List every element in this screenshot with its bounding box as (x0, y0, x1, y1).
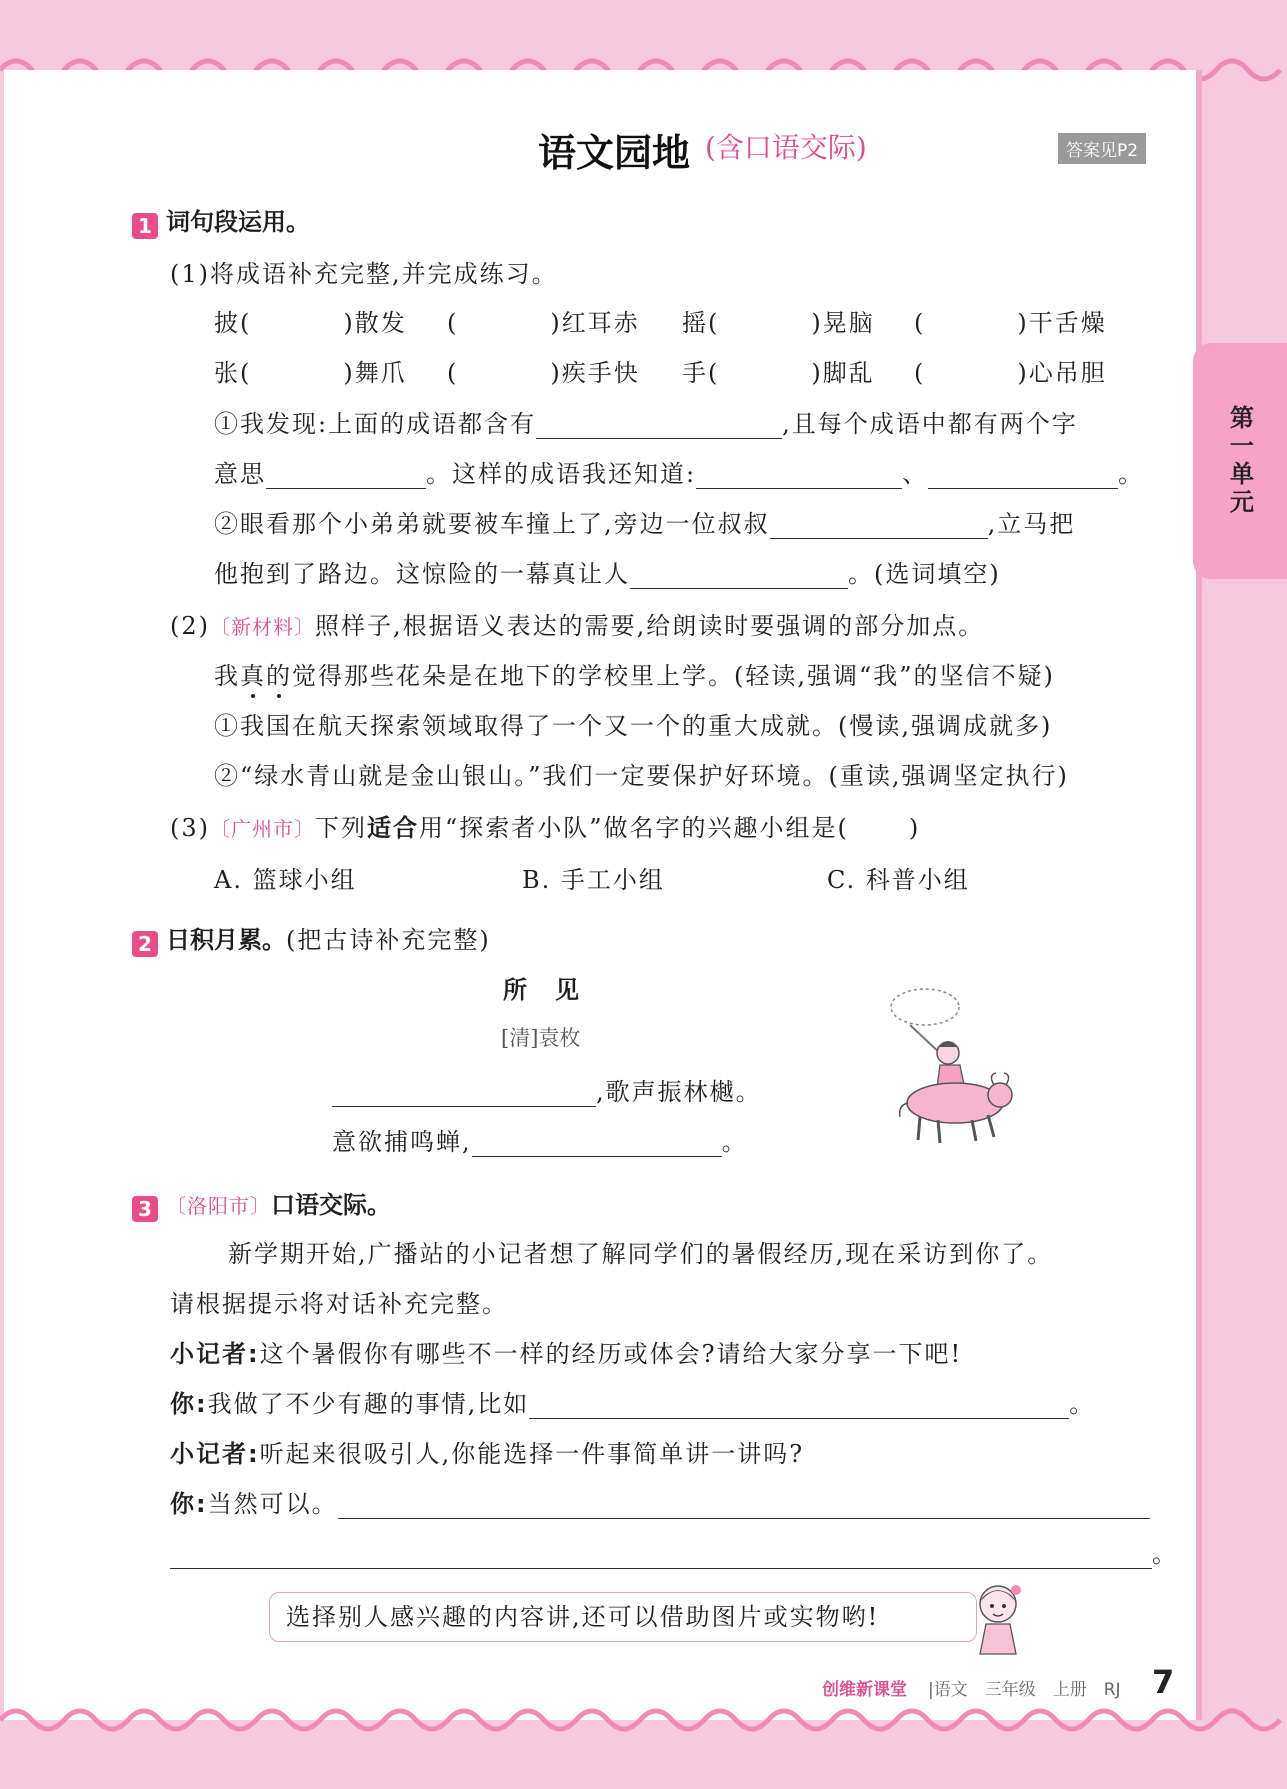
dialogue-line3: 小记者:听起来很吸引人,你能选择一件事简单讲一讲吗? (170, 1440, 805, 1468)
section3-number: 3 (132, 1196, 158, 1222)
dialogue-line4: 你:当然可以。 (170, 1484, 1150, 1519)
q1-answer1-line1: ①我发现:上面的成语都含有 ,且每个成语中都有两个字 (214, 410, 1078, 438)
dialogue-line5: 。 (170, 1534, 1178, 1569)
section2-number: 2 (132, 931, 158, 957)
q2-example: 我真的觉得那些花朵是在地下的学校里上学。(轻读,强调“我”的坚信不疑) (214, 662, 1055, 690)
q1-answer1-line2: 意思 。这样的成语我还知道: 、 。 (214, 460, 1145, 488)
q1-answer2-line1: ②眼看那个小弟弟就要被车撞上了,旁边一位叔叔 ,立马把 (214, 510, 1076, 538)
bottom-wave-border (0, 1700, 1287, 1740)
q3-label: (3)〔广州市〕下列适合用“探索者小队”做名字的兴趣小组是( ) (170, 814, 921, 842)
poem-author: [清]袁枚 (501, 1026, 581, 1050)
idiom-8: ( )心吊胆 (914, 359, 1107, 387)
answer-reference-badge: 答案见P2 (1058, 133, 1146, 164)
tag-new-material: 〔新材料〕 (210, 615, 315, 639)
poem-line2: 意欲捕鸣蝉, 。 (332, 1128, 748, 1156)
section2-title: 日积月累。 (166, 926, 286, 954)
page-number: 7 (1152, 1663, 1175, 1701)
idiom-3: 摇( )晃脑 (682, 309, 875, 337)
tag-guangzhou: 〔广州市〕 (210, 817, 315, 841)
section3-title: 口语交际。 (271, 1191, 391, 1219)
blank-field[interactable] (472, 1132, 722, 1157)
poem-title: 所 见 (503, 976, 581, 1004)
page-title: 语文园地 (538, 131, 691, 175)
blank-field[interactable] (332, 1082, 596, 1107)
footer-brand: 创维新课堂 (822, 1680, 907, 1700)
section1-number: 1 (132, 213, 158, 239)
section3-intro-line2: 请根据提示将对话补充完整。 (170, 1290, 508, 1318)
blank-field[interactable] (529, 1394, 1069, 1419)
page-subtitle: (含口语交际) (705, 131, 867, 164)
unit-label: 第一单元 (1225, 405, 1254, 517)
blank-field[interactable] (170, 1544, 1152, 1569)
q3-option-b[interactable]: B. 手工小组 (522, 866, 665, 894)
blank-field[interactable] (696, 464, 902, 489)
q1-label: (1)将成语补充完整,并完成练习。 (170, 260, 558, 288)
unit-side-tab (1193, 343, 1287, 579)
blank-field[interactable] (630, 564, 848, 589)
idiom-4: ( )干舌燥 (914, 309, 1107, 337)
idiom-5: 张( )舞爪 (214, 359, 407, 387)
q1-answer2-line2: 他抱到了路边。这惊险的一幕真让人 。(选词填空) (214, 560, 1001, 588)
dialogue-line1: 小记者:这个暑假你有哪些不一样的经历或体会?请给大家分享一下吧! (170, 1340, 963, 1368)
section1-heading (132, 202, 310, 239)
section2-note: (把古诗补充完整) (286, 926, 491, 954)
footer-info: |语文 三年级 上册 RJ (928, 1680, 1121, 1700)
q2-label: (2)〔新材料〕照样子,根据语义表达的需要,给朗读时要强调的部分加点。 (170, 612, 985, 640)
q2-sentence2: ②“绿水青山就是金山银山。”我们一定要保护好环境。(重读,强调坚定执行) (214, 762, 1069, 790)
q3-option-a[interactable]: A. 篮球小组 (214, 866, 357, 894)
blank-field[interactable] (928, 464, 1118, 489)
q3-option-c[interactable]: C. 科普小组 (827, 866, 970, 894)
section1-title: 词句段运用。 (166, 208, 310, 236)
child-on-ox-illustration (880, 985, 1030, 1150)
blank-field[interactable] (536, 414, 782, 439)
dialogue-line2: 你:我做了不少有趣的事情,比如 。 (170, 1390, 1096, 1418)
section3-heading (132, 1185, 391, 1222)
idiom-6: ( )疾手快 (447, 359, 640, 387)
blank-field[interactable] (338, 1494, 1150, 1519)
tip-box: 选择别人感兴趣的内容讲,还可以借助图片或实物哟! (269, 1592, 977, 1642)
blank-field[interactable] (770, 514, 988, 539)
girl-mascot-illustration (968, 1578, 1032, 1658)
blank-field[interactable] (266, 464, 426, 489)
q2-sentence1: ①我国在航天探索领域取得了一个又一个的重大成就。(慢读,强调成就多) (214, 712, 1053, 740)
tag-luoyang: 〔洛阳市〕 (166, 1194, 271, 1218)
idiom-2: ( )红耳赤 (447, 309, 640, 337)
idiom-7: 手( )脚乱 (682, 359, 875, 387)
idiom-1: 披( )散发 (214, 309, 407, 337)
section3-intro-line1: 新学期开始,广播站的小记者想了解同学们的暑假经历,现在采访到你了。 (228, 1240, 1054, 1268)
poem-line1: ,歌声振林樾。 (332, 1072, 762, 1107)
section2-heading (132, 920, 491, 957)
